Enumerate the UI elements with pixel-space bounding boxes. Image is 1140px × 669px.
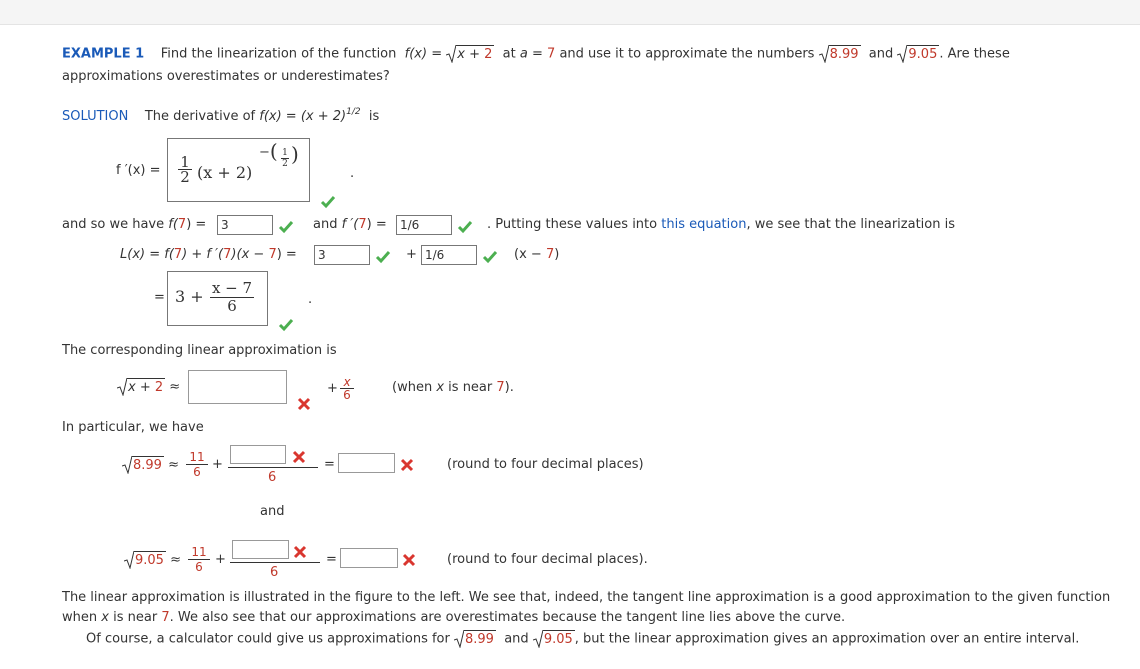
period-2: .	[308, 292, 313, 307]
row2-result-input[interactable]	[340, 548, 398, 568]
particular-intro: In particular, we have	[62, 420, 204, 435]
L-simplified-frac: x − 7 6	[211, 279, 253, 315]
sqrt-8-99: 8.99 ≈	[122, 456, 179, 474]
plus-sign: +	[215, 552, 226, 567]
sqrt-9-05: 9.05 ≈	[124, 551, 181, 569]
conclusion-line-2: when x is near 7. We also see that our approximations are overestimates because the tangent line lies above the curve.	[62, 610, 846, 625]
fprime-label: f ′(x) =	[116, 163, 161, 178]
fprime7-text: and f ′(7) =	[313, 217, 387, 232]
are-these-text: . Are these	[939, 46, 1010, 62]
example-line-1	[62, 45, 1010, 63]
row2-fraction-bar	[230, 562, 320, 563]
cross-icon	[402, 553, 416, 567]
sqrt-num1: 8.99	[819, 45, 861, 63]
function-fx: f(x) =	[404, 46, 443, 62]
check-icon	[375, 250, 391, 264]
fx-power: $f(x) = (x + 2)^{1/2}$	[259, 107, 361, 124]
fprime-exp-close: )	[291, 142, 299, 166]
approx-plus: +	[327, 381, 338, 396]
L-simplified-box[interactable]	[167, 271, 268, 326]
frac-11-6: 11 6	[188, 545, 210, 574]
example-label: EXAMPLE 1	[62, 46, 145, 62]
row1-result-input[interactable]	[338, 453, 395, 473]
plus-sign: +	[212, 457, 223, 472]
example-line-2: approximations overestimates or underestimates?	[62, 69, 390, 84]
conclusion-line-3: Of course, a calculator could give us approximations for 8.99 and 9.05 , but the linear approximation gives an approximation over an entire interval.	[86, 631, 1080, 647]
sqrt-x-plus-2: x + 2	[446, 45, 494, 63]
round-note-1: (round to four decimal places)	[447, 457, 644, 472]
and-use-text: and use it to approximate the numbers	[559, 46, 815, 62]
L-label: L(x) = f(7) + f ′(7)(x − 7) =	[120, 247, 297, 262]
frac-11-6: 11 6	[186, 450, 208, 479]
conclusion-line-1: The linear approximation is illustrated in the figure to the left. We see that, indeed, the tangent line approximation is a good approximation to the given function	[62, 590, 1111, 605]
equals-sign: =	[326, 552, 337, 567]
at-text: at	[502, 46, 516, 62]
problem-text: Find the linearization of the function	[160, 46, 397, 62]
plus-sign: +	[406, 247, 417, 262]
fprime-base: (x + 2)	[197, 163, 253, 182]
fprime-exponent: −(	[259, 139, 278, 163]
when-near-text: (when x is near 7).	[392, 380, 514, 395]
check-icon	[278, 318, 294, 332]
and-text: and	[260, 504, 285, 519]
L-slope-input[interactable]: 1/6	[421, 245, 477, 265]
cross-icon	[400, 458, 414, 472]
approx-lhs: x + 2 ≈	[117, 378, 180, 396]
cross-icon	[297, 397, 311, 411]
period-1: .	[350, 166, 355, 181]
is-text: is	[368, 109, 380, 124]
fprime7-value-input[interactable]: 1/6	[396, 215, 452, 235]
fprime-exp-frac: 1 2	[282, 148, 288, 169]
a-equals: a =	[519, 46, 543, 62]
f7-value-input[interactable]: 3	[217, 215, 273, 235]
approx-const-input[interactable]	[188, 370, 287, 404]
approx-intro: The corresponding linear approximation is	[62, 343, 337, 358]
cross-icon	[292, 450, 306, 464]
check-icon	[278, 220, 294, 234]
x-minus-7: (x − 7)	[514, 247, 560, 262]
row2-denominator: 6	[270, 565, 279, 580]
row2-numerator-input[interactable]	[232, 540, 289, 559]
this-equation-link[interactable]: this equation	[661, 217, 747, 232]
sqrt-num2: 9.05	[897, 45, 939, 63]
row1-numerator-input[interactable]	[230, 445, 286, 464]
L-simplified-const: 3 +	[175, 287, 204, 306]
row1-denominator: 6	[268, 470, 277, 485]
equals-sign: =	[154, 290, 165, 305]
solution-line	[62, 109, 379, 125]
check-icon	[320, 195, 336, 209]
fprime-answer-box[interactable]	[167, 138, 310, 202]
and-text: and	[868, 46, 894, 62]
check-icon	[457, 220, 473, 234]
derivative-text: The derivative of	[144, 109, 256, 124]
cross-icon	[293, 545, 307, 559]
fprime-coef-frac: 1 2	[178, 155, 192, 184]
x-over-6: x 6	[340, 376, 354, 402]
check-icon	[482, 250, 498, 264]
so-we-have-text: and so we have f(7) =	[62, 217, 207, 232]
putting-text: . Putting these values into this equation, we see that the linearization is	[487, 217, 955, 232]
L-const-input[interactable]: 3	[314, 245, 370, 265]
a-value: 7	[547, 46, 556, 62]
top-bar	[0, 0, 1140, 25]
round-note-2: (round to four decimal places).	[447, 552, 648, 567]
solution-label: SOLUTION	[62, 109, 129, 124]
row1-fraction-bar	[228, 467, 318, 468]
equals-sign: =	[324, 457, 335, 472]
